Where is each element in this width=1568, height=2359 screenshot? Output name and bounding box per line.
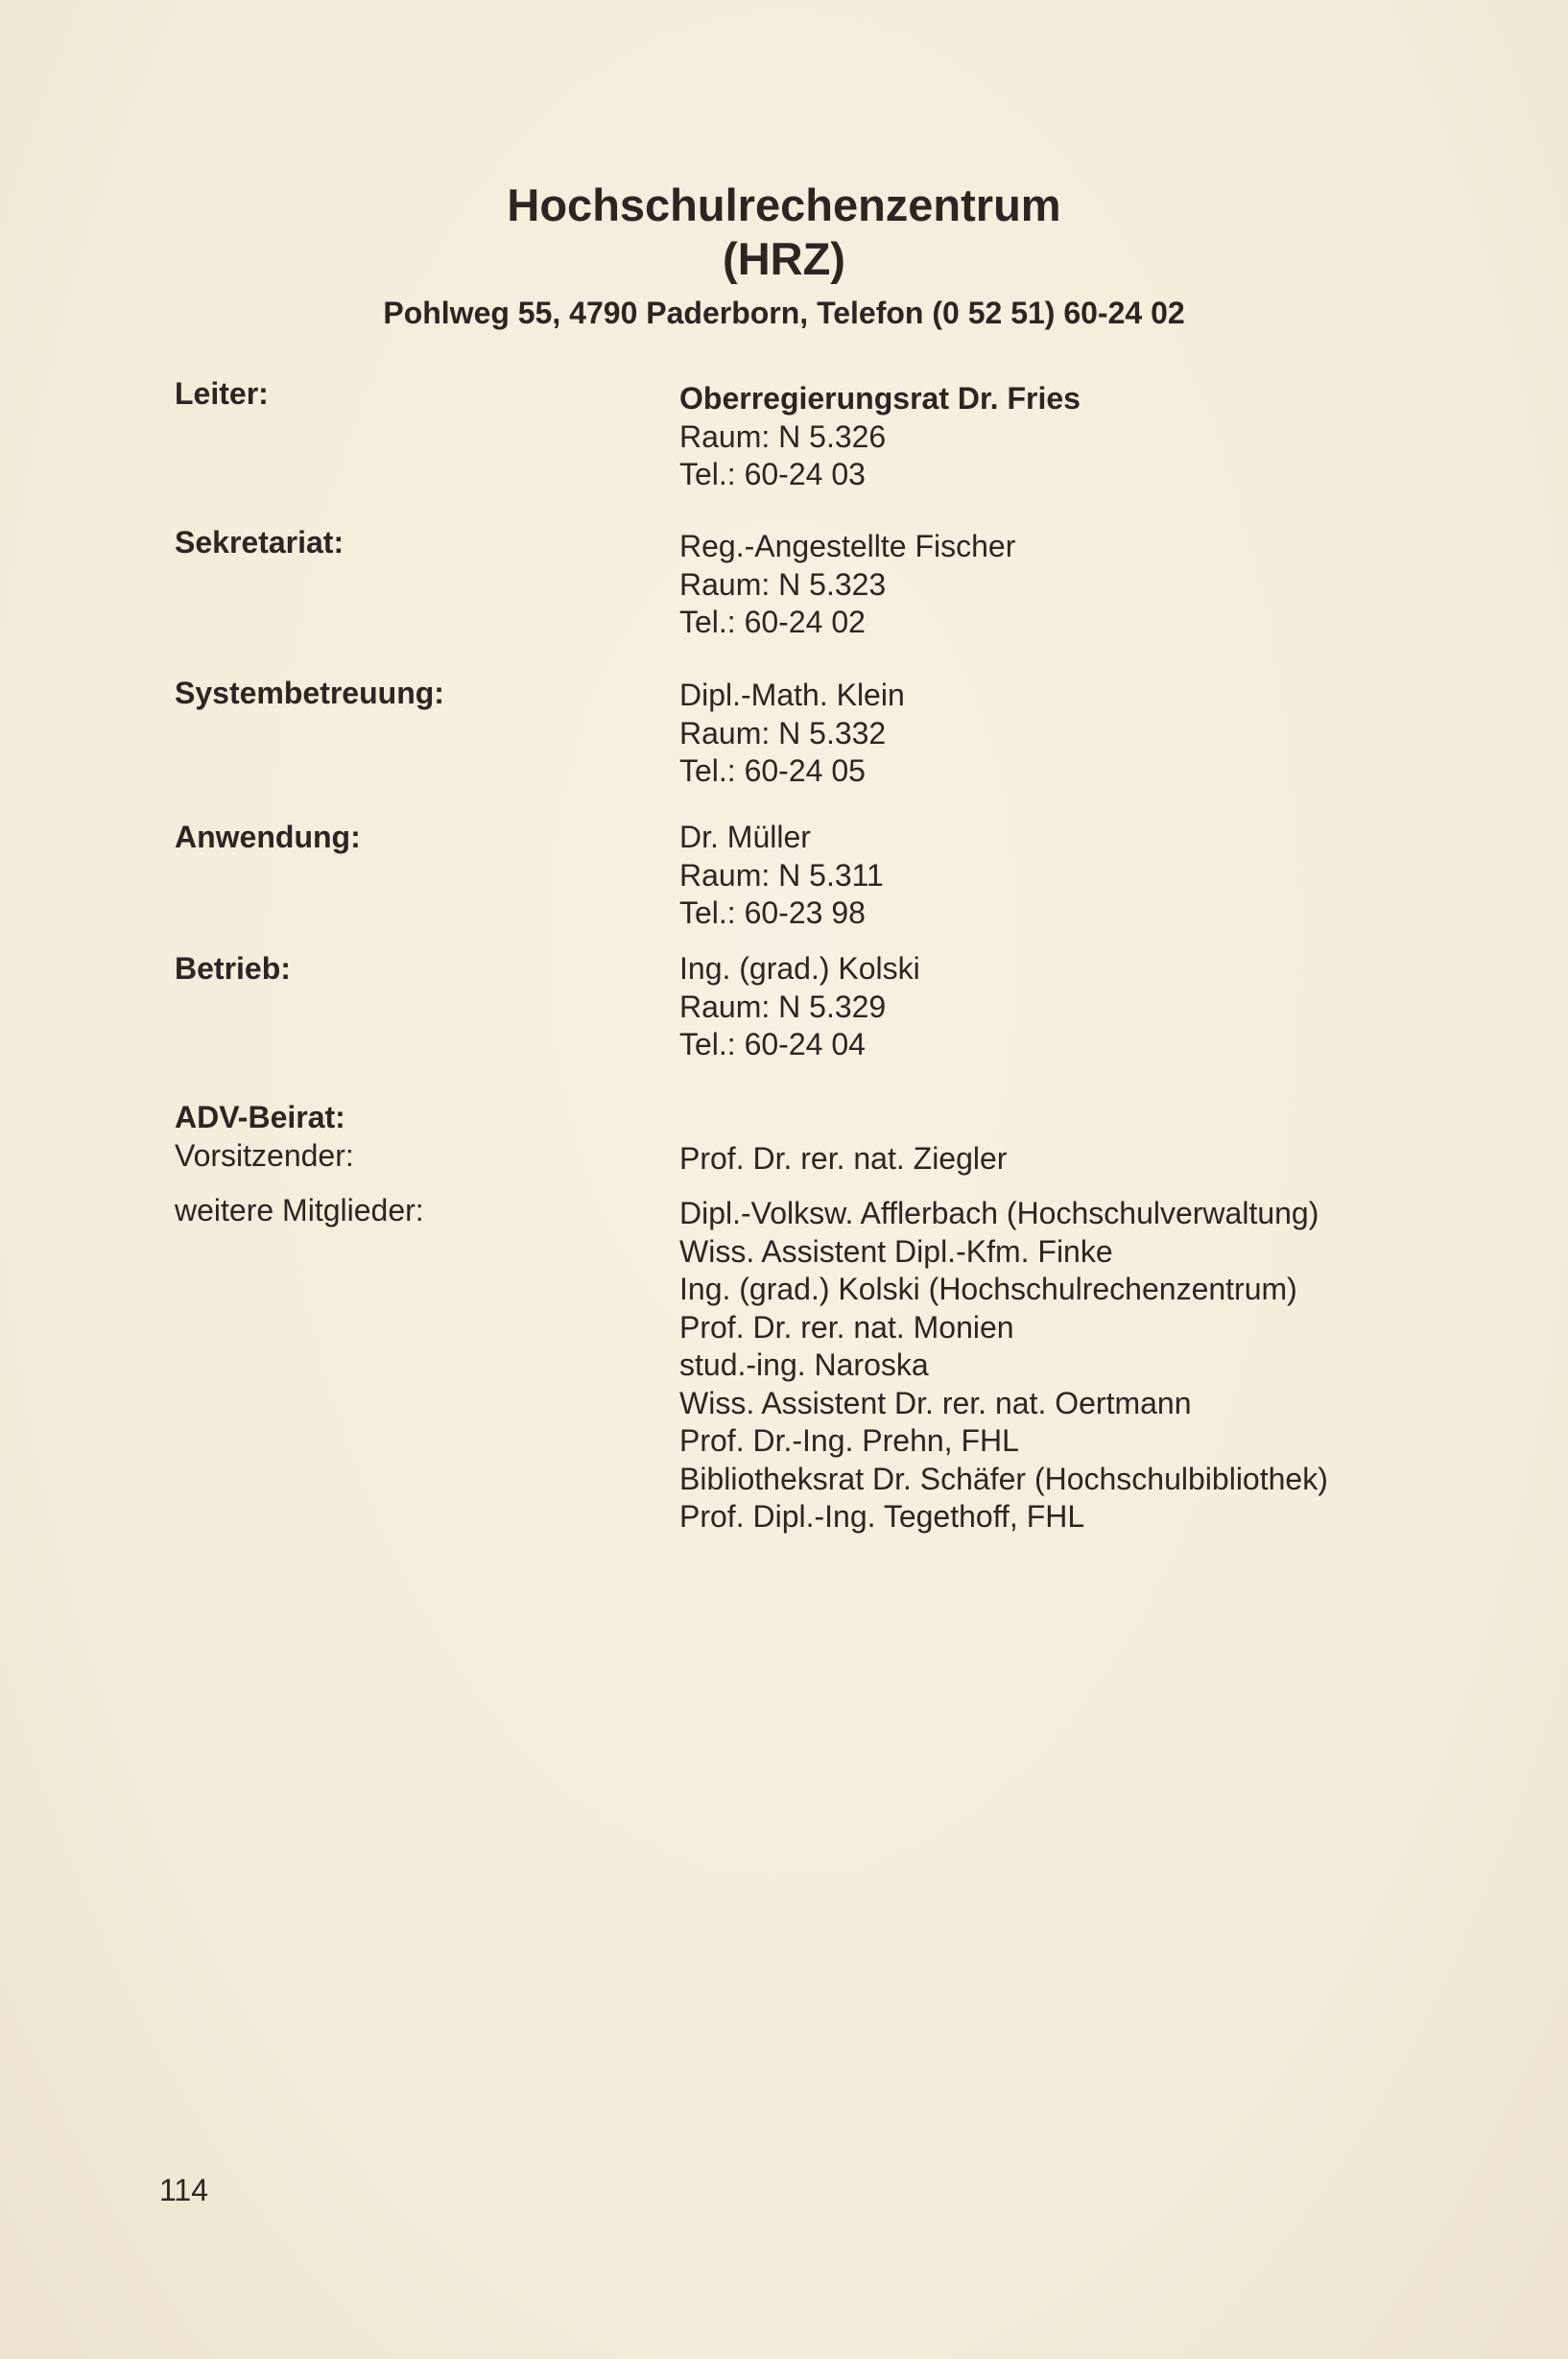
- entry-name: Dipl.-Math. Klein: [679, 678, 905, 712]
- entry-name: Prof. Dr. rer. nat. Ziegler: [679, 1141, 1008, 1176]
- entry-betrieb: [679, 950, 920, 1064]
- label-leiter: Leiter:: [175, 376, 269, 411]
- entry-tel: Tel.: 60-24 03: [679, 457, 866, 491]
- entry-room: Raum: N 5.332: [679, 715, 887, 751]
- entry-name: Dr. Müller: [679, 820, 811, 854]
- entry-name: Ing. (grad.) Kolski: [679, 951, 920, 986]
- label-sekretariat: Sekretariat:: [175, 525, 344, 560]
- label-betrieb: Betrieb:: [175, 951, 291, 986]
- entry-name: Reg.-Angestellte Fischer: [679, 529, 1016, 563]
- list-item: Wiss. Assistent Dipl.-Kfm. Finke: [679, 1233, 1113, 1269]
- entry-anwendung: [679, 819, 884, 933]
- list-item: Prof. Dipl.-Ing. Tegethoff, FHL: [679, 1499, 1085, 1534]
- list-item: Ing. (grad.) Kolski (Hochschulrechenzentrum): [679, 1272, 1297, 1306]
- entry-tel: Tel.: 60-24 05: [679, 753, 866, 788]
- entry-room: Raum: N 5.326: [679, 418, 887, 454]
- beirat-heading: ADV-Beirat:: [175, 1100, 345, 1134]
- list-item: stud.-ing. Naroska: [679, 1347, 929, 1382]
- entry-systembetreuung: [679, 677, 905, 791]
- label-systembetreuung: Systembetreuung:: [175, 676, 444, 710]
- page-title: Hochschulrechenzentrum: [507, 179, 1061, 230]
- entry-tel: Tel.: 60-23 98: [679, 895, 866, 930]
- list-item: Prof. Dr.-Ing. Prehn, FHL: [679, 1423, 1019, 1458]
- entry-sekretariat: [679, 528, 1015, 642]
- list-item: Wiss. Assistent Dr. rer. nat. Oertmann: [679, 1385, 1192, 1420]
- entry-tel: Tel.: 60-24 04: [679, 1027, 866, 1061]
- members-list: [679, 1195, 1328, 1537]
- entry-room: Raum: N 5.329: [679, 989, 887, 1024]
- entry-room: Raum: N 5.323: [679, 566, 887, 602]
- entry-leiter: [679, 380, 1081, 494]
- page-number: 114: [159, 2173, 209, 2207]
- list-item: Dipl.-Volksw. Afflerbach (Hochschulverwaltung): [679, 1196, 1319, 1230]
- address-line: Pohlweg 55, 4790 Paderborn, Telefon (0 52 51) 60-24 02: [383, 296, 1185, 330]
- label-anwendung: Anwendung:: [175, 820, 361, 854]
- label-vorsitzender: Vorsitzender:: [175, 1138, 354, 1173]
- label-mitglieder: weitere Mitglieder:: [175, 1193, 424, 1227]
- list-item: Bibliotheksrat Dr. Schäfer (Hochschulbibliothek): [679, 1461, 1328, 1496]
- entry-vorsitzender: [679, 1140, 1007, 1179]
- entry-room: Raum: N 5.311: [679, 857, 884, 893]
- entry-tel: Tel.: 60-24 02: [679, 605, 866, 639]
- list-item: Prof. Dr. rer. nat. Monien: [679, 1309, 1014, 1345]
- entry-name: Oberregierungsrat Dr. Fries: [679, 381, 1081, 416]
- page-title-abbreviation: (HRZ): [723, 233, 845, 284]
